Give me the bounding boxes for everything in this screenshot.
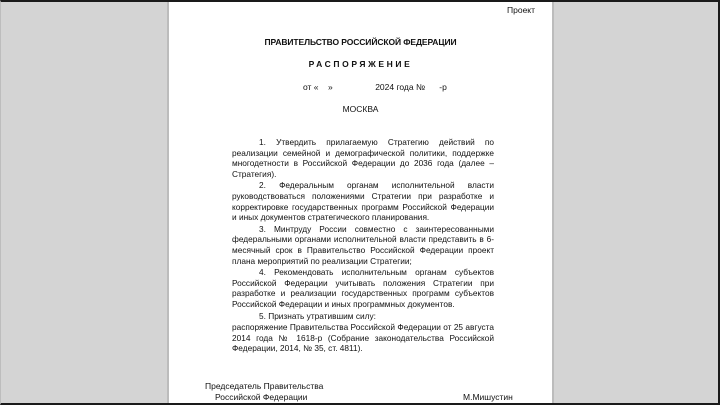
date-number-line: от « » 2024 года № -р [303, 82, 447, 92]
document-page [167, 0, 554, 405]
city-label: МОСКВА [342, 104, 379, 114]
paragraph-1: 1. Утвердить прилагаемую Стратегию действий по реализации семейной и демографической политики, поддержке многодетности в Российской Федерации до 2036 года (далее – Стратегия). [232, 137, 494, 179]
paragraph-5-detail: распоряжение Правительства Российской Федерации от 25 августа 2014 года № 1618-р (Собрание законодательства Российской Федерации, 2014, № 35, ст. 4811). [232, 322, 494, 354]
draft-label: Проект [507, 5, 535, 15]
signatory-title-line1: Председатель Правительства [205, 381, 324, 391]
government-heading: ПРАВИТЕЛЬСТВО РОССИЙСКОЙ ФЕДЕРАЦИИ [264, 37, 457, 47]
signatory-name: М.Мишустин [463, 392, 513, 402]
signatory-title [205, 381, 323, 403]
paragraph-2: 2. Федеральным органам исполнительной власти руководствоваться положениями Стратегии при разработке и корректировке государственных программ Российской Федерации и иных документов стратегического планирования. [232, 180, 494, 223]
signatory-title-line2: Российской Федерации [215, 392, 308, 402]
document-body [232, 137, 494, 355]
paragraph-3: 3. Минтруду России совместно с заинтересованными федеральными органами исполнительной власти представить в 6-месячный срок в Правительство Российской Федерации проект плана мероприятий по реализации Стратегии; [232, 223, 494, 266]
paragraph-5: 5. Признать утратившим силу: [259, 310, 376, 321]
document-type-heading: РАСПОРЯЖЕНИЕ [308, 59, 413, 69]
paragraph-4: 4. Рекомендовать исполнительным органам субъектов Российской Федерации учитывать положения Стратегии при разработке и реализации государственных программ субъектов Российской Федерации и иных программных документов. [232, 267, 494, 309]
